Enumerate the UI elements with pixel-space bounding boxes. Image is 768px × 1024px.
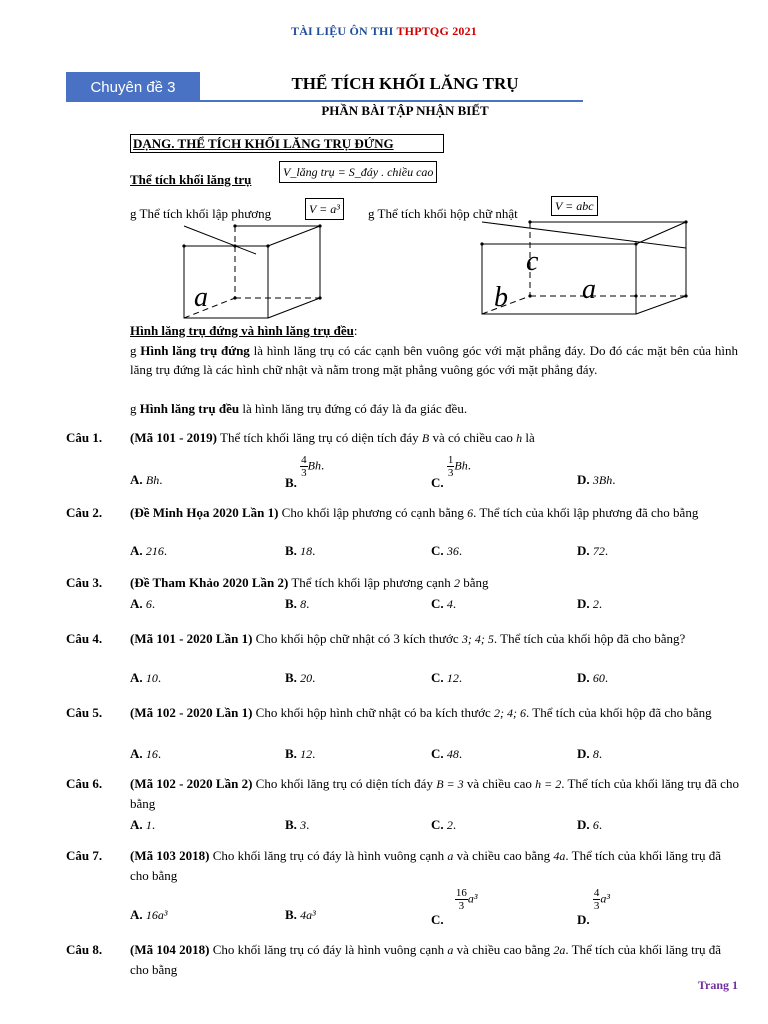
topic-badge: Chuyên đề 3 [66, 72, 200, 102]
header-prefix: TÀI LIỆU ÔN THI [290, 24, 394, 38]
answer-option[interactable]: B. 12. [285, 746, 316, 761]
answer-option[interactable]: B. 20. [285, 670, 316, 685]
answer-option[interactable]: B. 8. [285, 596, 310, 611]
box-label-b: b [494, 282, 508, 313]
answer-option[interactable]: D. 6. [577, 817, 603, 832]
box-figure [470, 218, 700, 318]
title-rule [200, 100, 583, 102]
page-subtitle: PHẦN BÀI TẬP NHẬN BIẾT [321, 103, 489, 118]
definitions-heading: Hình lăng trụ đứng và hình lăng trụ đều: [130, 323, 358, 338]
cube-volume-formula: V = a³ [305, 198, 344, 220]
bullet-icon: g [130, 401, 137, 416]
question-text: (Mã 101 - 2020 Lần 1) Cho khối hộp chữ nhật có 3 kích thước 3; 4; 5. Thể tích của khối hộp đã cho bằng? [130, 631, 686, 646]
document-header [0, 24, 768, 39]
question-text: (Đề Minh Họa 2020 Lần 1) Cho khối lập phương có cạnh bằng 6. Thể tích của khối lập phương đã cho bằng [130, 505, 699, 520]
section-heading: DẠNG. THỂ TÍCH KHỐI LĂNG TRỤ ĐỨNG [130, 134, 444, 153]
page-number: Trang 1 [697, 978, 738, 992]
answer-option[interactable]: C. 4. [431, 596, 457, 611]
header-suffix: THPTQG 2021 [396, 24, 477, 38]
answer-option[interactable]: D. 72. [577, 543, 609, 558]
answer-option[interactable]: A. 10. [130, 670, 162, 685]
bullet-icon: g [368, 206, 375, 221]
question-number: Câu 1. [66, 430, 103, 445]
box-volume-label: Thể tích khối hộp chữ nhật [377, 206, 518, 221]
answer-option[interactable]: A. Bh. [130, 472, 163, 487]
answer-option[interactable]: D. 8. [577, 746, 603, 761]
box-label-c: c [526, 246, 539, 277]
answer-option[interactable]: C. $\frac{16}{3}$ a³ [431, 887, 478, 928]
cube-edge-label: a [194, 282, 208, 313]
box-label-a: a [582, 274, 596, 305]
answer-option[interactable]: A. 16a³ [130, 907, 168, 922]
regular-prism-definition: g Hình lăng trụ đều là hình lăng trụ đứng có đáy là đa giác đều. [130, 401, 468, 416]
question-text: (Mã 101 - 2019) Thể tích khối lăng trụ có diện tích đáy B và có chiều cao h là [130, 430, 535, 445]
question-number: Câu 5. [66, 705, 103, 720]
answer-option[interactable]: C. 2. [431, 817, 457, 832]
question-number: Câu 4. [66, 631, 103, 646]
box-volume-formula: V = abc [551, 196, 598, 216]
bullet-icon: g [130, 343, 137, 358]
prism-volume-label: Thể tích khối lăng trụ [130, 172, 252, 187]
answer-option[interactable]: A. 216. [130, 543, 168, 558]
answer-option[interactable]: A. 1. [130, 817, 156, 832]
question-text: (Mã 104 2018) Cho khối lăng trụ có đáy là hình vuông cạnh a và chiều cao bằng 2a. Thể tích của khối lăng trụ đã cho bằng [130, 942, 722, 977]
question-number: Câu 8. [66, 942, 103, 957]
answer-option[interactable]: D. 3Bh. [577, 472, 616, 487]
question-text: (Mã 103 2018) Cho khối lăng trụ có đáy là hình vuông cạnh a và chiều cao bằng 4a. Thể tích của khối lăng trụ đã cho bằng [130, 848, 722, 883]
answer-option[interactable]: C. 48. [431, 746, 463, 761]
cube-volume-label: Thể tích khối lập phương [139, 206, 272, 221]
answer-option[interactable]: B. 4a³ [285, 907, 316, 922]
page-title: THỂ TÍCH KHỐI LĂNG TRỤ [291, 74, 519, 93]
cube-figure [170, 220, 340, 320]
answer-option[interactable]: A. 16. [130, 746, 162, 761]
bullet-icon: g [130, 206, 137, 221]
answer-option[interactable]: A. 6. [130, 596, 156, 611]
question-text: (Mã 102 - 2020 Lần 1) Cho khối hộp hình chữ nhật có ba kích thước 2; 4; 6. Thể tích của khối hộp đã cho bằng [130, 705, 712, 720]
prism-volume-formula: V_lăng trụ = S_đáy . chiều cao [279, 161, 437, 183]
question-number: Câu 7. [66, 848, 103, 863]
question-text: (Đề Tham Khảo 2020 Lần 2) Thể tích khối lập phương cạnh 2 bằng [130, 575, 489, 590]
question-number: Câu 2. [66, 505, 103, 520]
answer-option[interactable]: C. $\frac{1}{3}$ Bh. [431, 454, 471, 491]
question-number: Câu 6. [66, 776, 103, 791]
answer-option[interactable]: D. 2. [577, 596, 603, 611]
answer-option[interactable]: D. $\frac{4}{3}$ a³ [577, 887, 610, 928]
question-number: Câu 3. [66, 575, 103, 590]
answer-option[interactable]: B. 3. [285, 817, 310, 832]
question-text: (Mã 102 - 2020 Lần 2) Cho khối lăng trụ có diện tích đáy B = 3 và chiều cao h = 2. Thể tích của khối lăng trụ đã cho bằng [130, 776, 739, 811]
answer-option[interactable]: B. $\frac{4}{3}$ Bh. [285, 454, 325, 491]
right-prism-definition: g Hình lăng trụ đứng là hình lăng trụ có các cạnh bên vuông góc với mặt phẳng đáy. Do đó các mặt bên của hình lăng trụ đứng là các hình chữ nhật và nằm trong mặt phẳng vuông góc với mặt phẳng đáy. [130, 343, 738, 377]
answer-option[interactable]: B. 18. [285, 543, 316, 558]
answer-option[interactable]: C. 36. [431, 543, 463, 558]
answer-option[interactable]: C. 12. [431, 670, 463, 685]
answer-option[interactable]: D. 60. [577, 670, 609, 685]
